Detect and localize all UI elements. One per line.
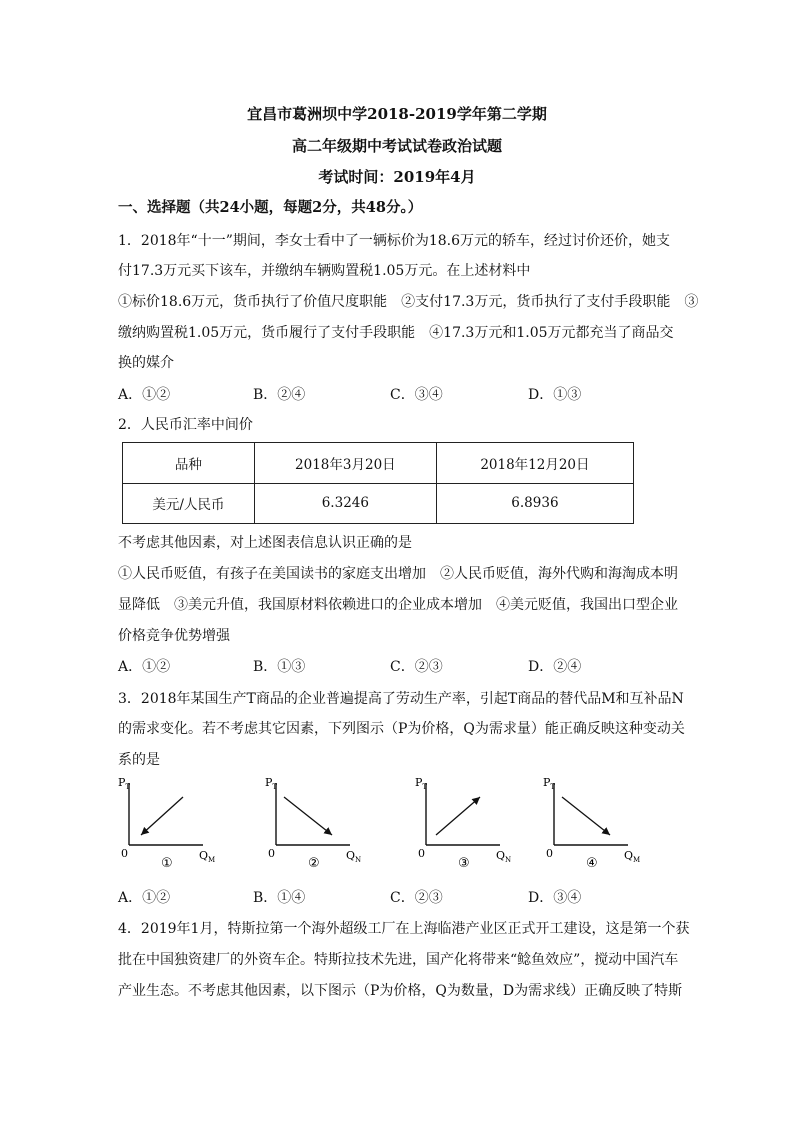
option-c: C．②③ — [390, 659, 443, 675]
x-axis-label: $Q_N$ — [496, 849, 512, 864]
y-axis-subscript: T — [550, 783, 556, 791]
q2-options — [118, 656, 598, 676]
table-header-cell: 品种 — [123, 443, 255, 484]
table-cell: 6.8936 — [436, 483, 633, 524]
table-header-cell: 2018年3月20日 — [254, 443, 436, 484]
origin-label: 0 — [121, 847, 128, 860]
graph-1 — [115, 775, 225, 870]
origin-label: 0 — [546, 847, 553, 860]
exam-time: 考试时间：2019年4月 — [318, 168, 476, 186]
q1-line: 付17.3万元买下该车，并缴纳车辆购置税1.05万元。在上述材料中 — [118, 263, 531, 279]
q1-line: 1．2018年“十一”期间，李女士看中了一辆标价为18.6万元的轿车，经过讨价还价，她支 — [118, 233, 671, 249]
q3-line: 3．2018年某国生产T商品的企业普遍提高了劳动生产率，引起T商品的替代品M和互补品N — [118, 691, 684, 707]
origin-label: 0 — [268, 847, 275, 860]
x-axis-label: $Q_M$ — [624, 849, 641, 864]
table-header-cell: 2018年12月20日 — [436, 443, 633, 484]
y-axis-label: $P_T$ — [415, 776, 428, 791]
q1-line: 换的媒介 — [118, 355, 174, 371]
option-c: C．③④ — [390, 387, 443, 403]
graph-svg — [412, 775, 522, 870]
q2-line: ①人民币贬值，有孩子在美国读书的家庭支出增加 ②人民币贬值，海外代购和海淘成本明 — [118, 566, 678, 582]
y-axis-label: $P_T$ — [265, 776, 278, 791]
q4-line: 批在中国独资建厂的外资车企。特斯拉技术先进，国产化将带来“鲶鱼效应”，搅动中国汽车 — [118, 952, 679, 968]
q1-line: ①标价18.6万元，货币执行了价值尺度职能 ②支付17.3万元，货币执行了支付手段职能 ③ — [118, 294, 699, 310]
option-d: D．③④ — [528, 890, 582, 906]
y-axis-label: $P_T$ — [543, 776, 556, 791]
graph-4 — [540, 775, 650, 870]
school-title: 宜昌市葛洲坝中学2018-2019学年第二学期 — [247, 105, 547, 123]
demand-arrow — [141, 797, 183, 835]
q3-line: 系的是 — [118, 752, 160, 768]
option-d: D．②④ — [528, 659, 582, 675]
exchange-rate-table — [122, 442, 634, 524]
graph-3 — [412, 775, 522, 870]
q4-line: 4．2019年1月，特斯拉第一个海外超级工厂在上海临港产业区正式开工建设，这是第一个获 — [118, 921, 690, 937]
table-header-row — [123, 443, 634, 484]
option-d: D．①③ — [528, 387, 582, 403]
q4-line: 产业生态。不考虑其他因素，以下图示（P为价格，Q为数量，D为需求线）正确反映了特斯 — [118, 983, 683, 999]
option-b: B．①④ — [253, 890, 306, 906]
q3-options — [118, 887, 598, 907]
graph-number-label: ④ — [586, 856, 598, 871]
option-a: A．①② — [118, 387, 171, 403]
option-b: B．①③ — [253, 659, 306, 675]
option-b: B．②④ — [253, 387, 306, 403]
y-axis-label: $P_T$ — [118, 776, 131, 791]
graph-svg — [115, 775, 225, 870]
x-axis-subscript: N — [505, 856, 512, 864]
demand-arrow — [284, 797, 332, 835]
graph-svg — [540, 775, 650, 870]
y-axis-subscript: T — [422, 783, 428, 791]
x-axis-label: $Q_M$ — [199, 849, 216, 864]
table-cell: 6.3246 — [254, 483, 436, 524]
q2-line: 价格竞争优势增强 — [118, 628, 230, 644]
q3-line: 的需求变化。若不考虑其它因素，下列图示（P为价格，Q为需求量）能正确反映这种变动关 — [118, 721, 685, 737]
q1-options — [118, 384, 598, 404]
origin-label: 0 — [418, 847, 425, 860]
exam-title: 高二年级期中考试试卷政治试题 — [291, 137, 502, 155]
q2-line: 不考虑其他因素，对上述图表信息认识正确的是 — [118, 535, 412, 551]
q1-line: 缴纳购置税1.05万元，货币履行了支付手段职能 ④17.3万元和1.05万元都充当了商品交 — [118, 325, 674, 341]
graph-number-label: ① — [161, 856, 173, 871]
x-axis-subscript: M — [208, 856, 216, 864]
option-a: A．①② — [118, 890, 171, 906]
option-a: A．①② — [118, 659, 171, 675]
table-row — [123, 483, 634, 524]
table-cell: 美元/人民币 — [123, 483, 255, 524]
x-axis-subscript: N — [355, 856, 362, 864]
x-axis-label: $Q_N$ — [346, 849, 362, 864]
demand-arrow — [436, 797, 480, 835]
x-axis-subscript: M — [633, 856, 641, 864]
graph-svg — [262, 775, 372, 870]
section-heading: 一、选择题（共24小题，每题2分，共48分。） — [118, 199, 423, 216]
q2-stem: 2．人民币汇率中间价 — [118, 417, 253, 433]
y-axis-subscript: T — [125, 783, 131, 791]
option-c: C．②③ — [390, 890, 443, 906]
demand-arrow — [562, 797, 610, 835]
y-axis-subscript: T — [272, 783, 278, 791]
graph-2 — [262, 775, 372, 870]
q2-line: 显降低 ③美元升值，我国原材料依赖进口的企业成本增加 ④美元贬值，我国出口型企业 — [118, 597, 678, 613]
graph-number-label: ③ — [458, 856, 470, 871]
graph-number-label: ② — [308, 856, 320, 871]
